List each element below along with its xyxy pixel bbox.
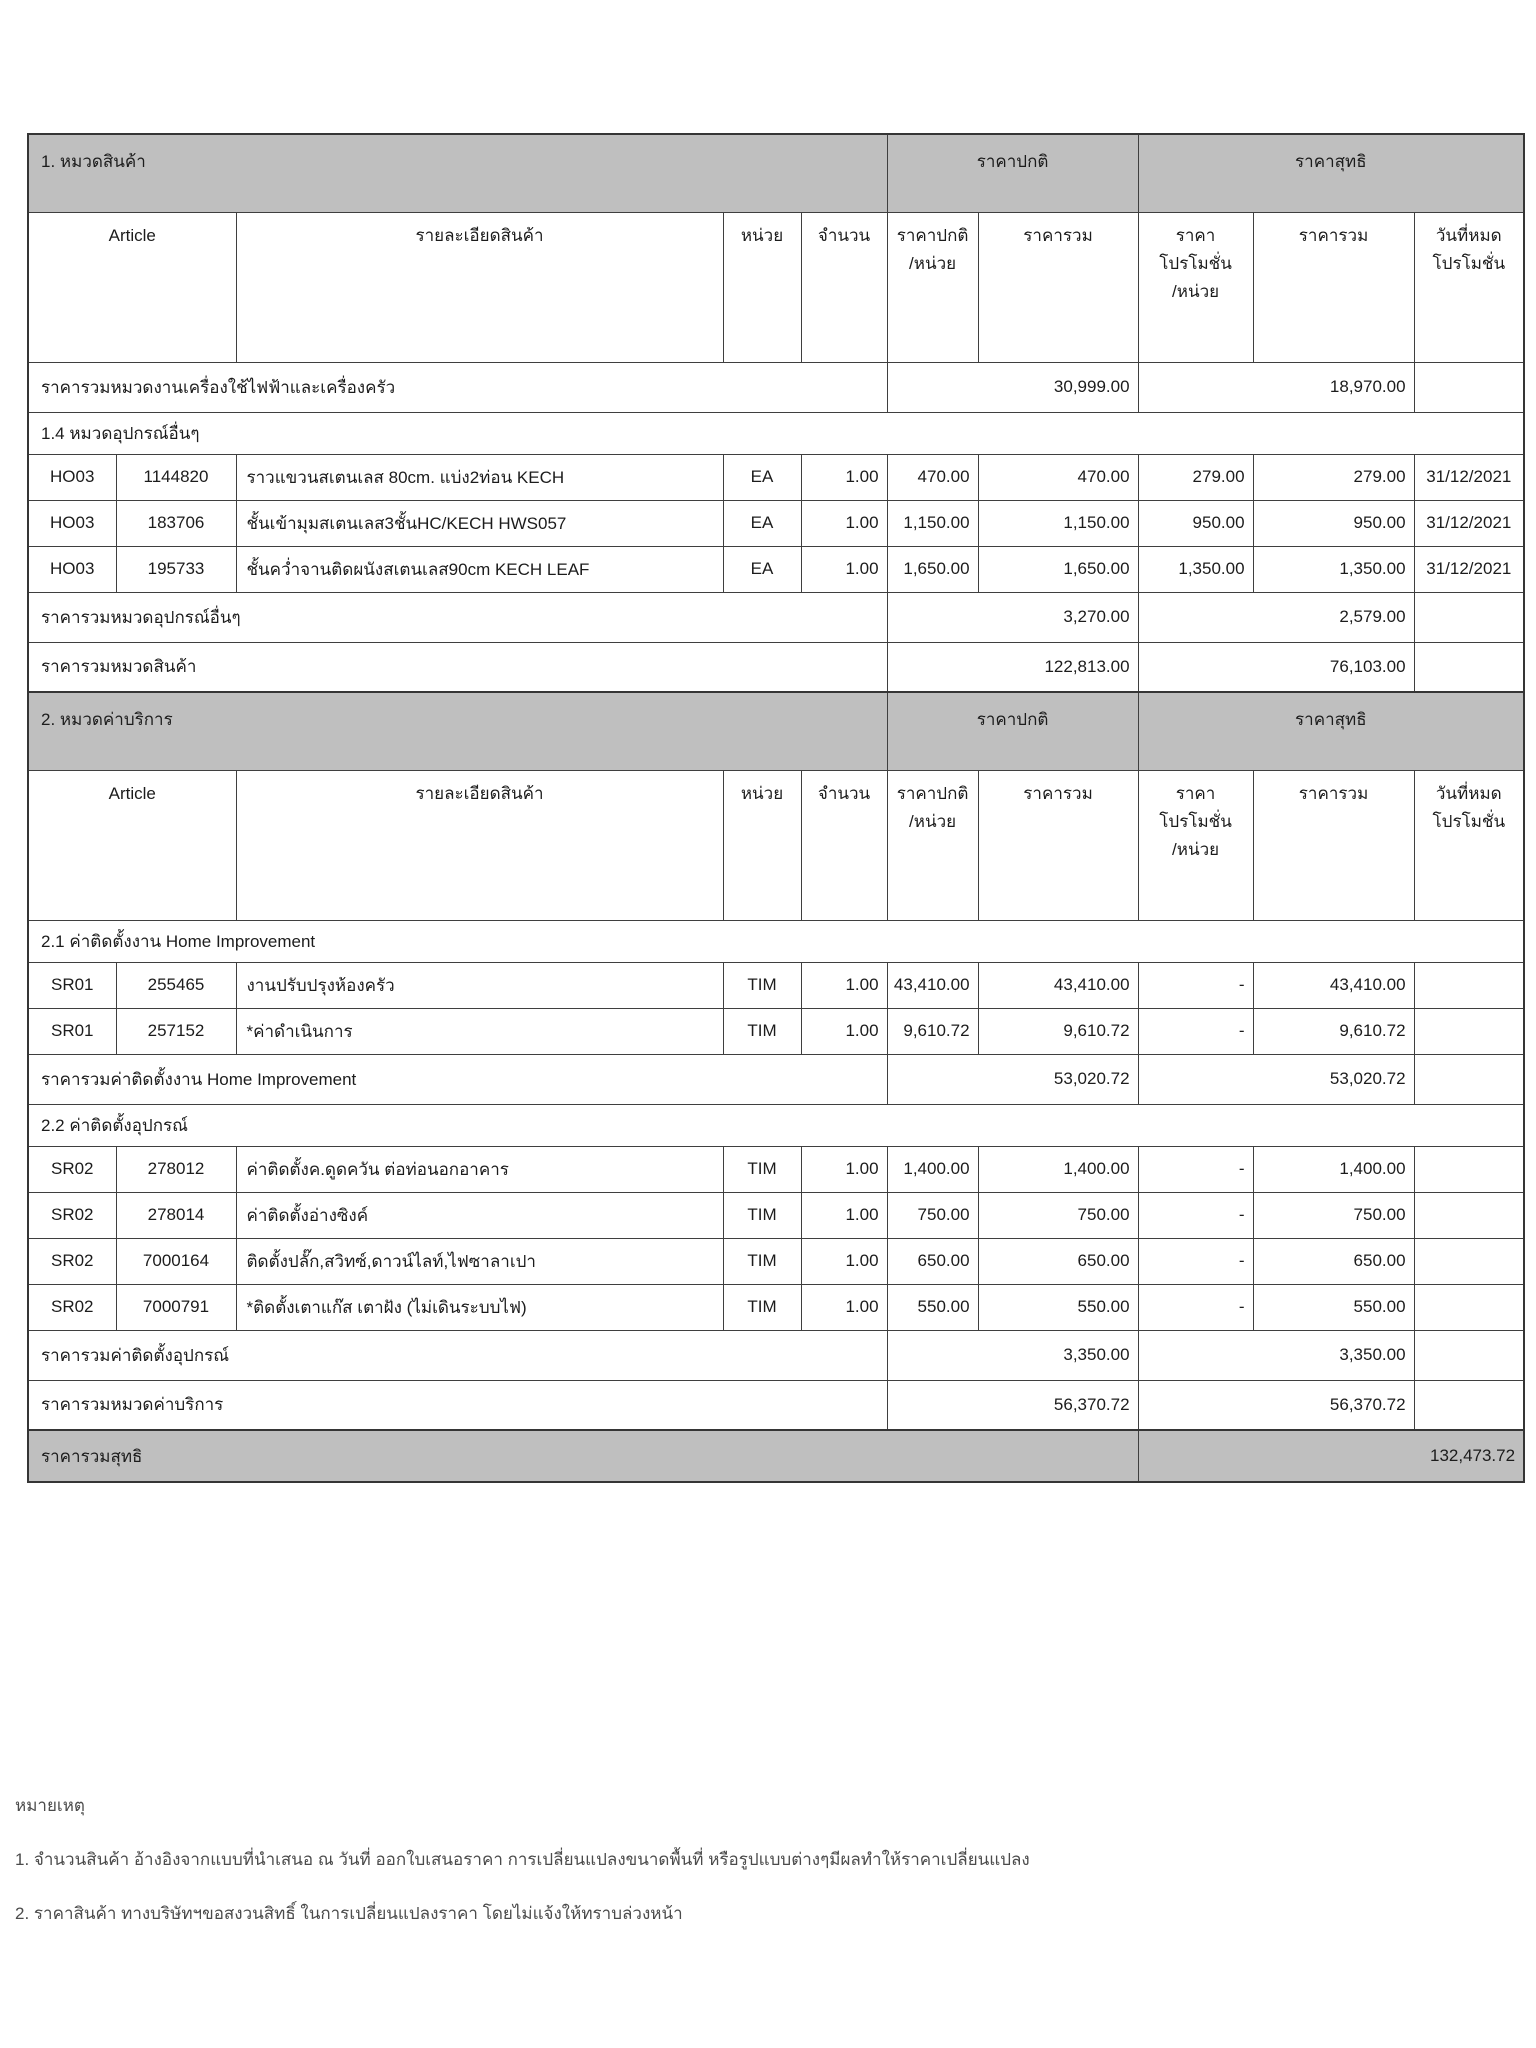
item-qty: 1.00 (801, 454, 887, 500)
item-net-total: 550.00 (1253, 1284, 1414, 1330)
item-total: 1,150.00 (978, 500, 1138, 546)
item-promo-end: 31/12/2021 (1414, 546, 1524, 592)
grand-total-row (28, 1430, 1524, 1482)
item-unit-price: 43,410.00 (887, 962, 978, 1008)
col-normal-price-line1: ราคาปกติ (896, 783, 969, 803)
price-net-group-label: ราคาสุทธิ (1138, 692, 1524, 770)
item-net-total: 950.00 (1253, 500, 1414, 546)
summary-row-kitchen (28, 362, 1524, 412)
item-code: SR02 (28, 1238, 116, 1284)
item-promo-price: - (1138, 1238, 1253, 1284)
item-promo-price: - (1138, 1284, 1253, 1330)
summary-date-empty (1414, 1380, 1524, 1430)
item-promo-end (1414, 1192, 1524, 1238)
summary-net-total: 3,350.00 (1138, 1330, 1414, 1380)
item-promo-end (1414, 1238, 1524, 1284)
subsection-row-14 (28, 412, 1524, 454)
item-unit-price: 1,400.00 (887, 1146, 978, 1192)
item-qty: 1.00 (801, 1238, 887, 1284)
col-promo-line3: /หน่วย (1172, 839, 1220, 859)
summary-normal-total: 122,813.00 (887, 642, 1138, 692)
table-row (28, 1284, 1524, 1330)
item-article: 7000164 (116, 1238, 236, 1284)
item-code: SR01 (28, 1008, 116, 1054)
table-row (28, 962, 1524, 1008)
subsection-label: 2.2 ค่าติดตั้งอุปกรณ์ (28, 1104, 1524, 1146)
col-promo-line2: โปรโมชั่น (1159, 811, 1232, 831)
subsection-row-22 (28, 1104, 1524, 1146)
summary-label: ราคารวมหมวดงานเครื่องใช้ไฟฟ้าและเครื่องครัว (28, 362, 887, 412)
item-unit: TIM (723, 1284, 801, 1330)
price-normal-group-label: ราคาปกติ (887, 692, 1138, 770)
item-unit-price: 470.00 (887, 454, 978, 500)
summary-date-empty (1414, 362, 1524, 412)
col-promo-line1: ราคา (1175, 225, 1216, 245)
item-description: ติดตั้งปลั๊ก,สวิทซ์,ดาวน์ไลท์,ไฟซาลาเปา (236, 1238, 723, 1284)
item-unit: EA (723, 546, 801, 592)
summary-row-equipment-install (28, 1330, 1524, 1380)
item-code: SR01 (28, 962, 116, 1008)
col-promo-line2: โปรโมชั่น (1159, 253, 1232, 273)
item-code: SR02 (28, 1192, 116, 1238)
column-header-row (28, 212, 1524, 362)
item-code: SR02 (28, 1284, 116, 1330)
item-promo-end: 31/12/2021 (1414, 454, 1524, 500)
item-description: *ติดตั้งเตาแก๊ส เตาฝัง (ไม่เดินระบบไฟ) (236, 1284, 723, 1330)
item-total: 9,610.72 (978, 1008, 1138, 1054)
summary-date-empty (1414, 592, 1524, 642)
summary-net-total: 53,020.72 (1138, 1054, 1414, 1104)
item-promo-price: - (1138, 1192, 1253, 1238)
footer-notes (15, 1792, 1515, 1954)
col-promo-price-per-unit (1138, 212, 1253, 362)
col-normal-price-line2: /หน่วย (909, 253, 957, 273)
grand-total-value: 132,473.72 (1138, 1430, 1524, 1482)
col-promo-line3: /หน่วย (1172, 281, 1220, 301)
col-promo-end-line1: วันที่หมด (1435, 783, 1502, 803)
item-promo-price: - (1138, 1146, 1253, 1192)
col-normal-price-per-unit (887, 212, 978, 362)
col-promo-end-line2: โปรโมชั่น (1432, 253, 1506, 273)
item-total: 550.00 (978, 1284, 1138, 1330)
summary-normal-total: 56,370.72 (887, 1380, 1138, 1430)
item-unit-price: 1,150.00 (887, 500, 978, 546)
item-unit-price: 750.00 (887, 1192, 978, 1238)
summary-net-total: 2,579.00 (1138, 592, 1414, 642)
item-qty: 1.00 (801, 1284, 887, 1330)
item-promo-end (1414, 1284, 1524, 1330)
summary-label: ราคารวมค่าติดตั้งอุปกรณ์ (28, 1330, 887, 1380)
item-total: 1,400.00 (978, 1146, 1138, 1192)
summary-row-products (28, 642, 1524, 692)
summary-normal-total: 30,999.00 (887, 362, 1138, 412)
item-code: HO03 (28, 500, 116, 546)
col-normal-price-line1: ราคาปกติ (896, 225, 969, 245)
table-row (28, 500, 1524, 546)
col-unit: หน่วย (723, 212, 801, 362)
item-net-total: 1,400.00 (1253, 1146, 1414, 1192)
item-unit-price: 550.00 (887, 1284, 978, 1330)
col-total: ราคารวม (978, 770, 1138, 920)
item-unit: EA (723, 454, 801, 500)
item-description: ค่าติดตั้งอ่างซิงค์ (236, 1192, 723, 1238)
summary-label: ราคารวมหมวดอุปกรณ์อื่นๆ (28, 592, 887, 642)
item-net-total: 9,610.72 (1253, 1008, 1414, 1054)
item-qty: 1.00 (801, 1008, 887, 1054)
item-promo-price: - (1138, 1008, 1253, 1054)
item-total: 750.00 (978, 1192, 1138, 1238)
item-article: 195733 (116, 546, 236, 592)
item-description: งานปรับปรุงห้องครัว (236, 962, 723, 1008)
col-qty: จำนวน (801, 770, 887, 920)
item-promo-price: 1,350.00 (1138, 546, 1253, 592)
col-unit: หน่วย (723, 770, 801, 920)
item-unit: TIM (723, 1192, 801, 1238)
item-net-total: 279.00 (1253, 454, 1414, 500)
summary-date-empty (1414, 1054, 1524, 1104)
summary-row-home-improvement (28, 1054, 1524, 1104)
item-unit-price: 1,650.00 (887, 546, 978, 592)
item-code: SR02 (28, 1146, 116, 1192)
col-promo-price-per-unit (1138, 770, 1253, 920)
item-total: 43,410.00 (978, 962, 1138, 1008)
item-qty: 1.00 (801, 962, 887, 1008)
item-total: 650.00 (978, 1238, 1138, 1284)
table-row (28, 1008, 1524, 1054)
section-header-products (28, 134, 1524, 212)
col-description: รายละเอียดสินค้า (236, 212, 723, 362)
summary-label: ราคารวมหมวดค่าบริการ (28, 1380, 887, 1430)
column-header-row (28, 770, 1524, 920)
table-row (28, 1238, 1524, 1284)
item-article: 257152 (116, 1008, 236, 1054)
item-article: 183706 (116, 500, 236, 546)
item-unit: TIM (723, 1008, 801, 1054)
col-net-total: ราคารวม (1253, 212, 1414, 362)
col-promo-end-date (1414, 212, 1524, 362)
table-row (28, 546, 1524, 592)
item-promo-price: 279.00 (1138, 454, 1253, 500)
col-description: รายละเอียดสินค้า (236, 770, 723, 920)
subsection-label: 1.4 หมวดอุปกรณ์อื่นๆ (28, 412, 1524, 454)
item-article: 278014 (116, 1192, 236, 1238)
col-normal-price-line2: /หน่วย (909, 811, 957, 831)
item-promo-end (1414, 1008, 1524, 1054)
item-unit: TIM (723, 1238, 801, 1284)
item-code: HO03 (28, 546, 116, 592)
item-description: ชั้นคว่ำจานติดผนังสเตนเลส90cm KECH LEAF (236, 546, 723, 592)
col-promo-end-line1: วันที่หมด (1435, 225, 1502, 245)
item-net-total: 43,410.00 (1253, 962, 1414, 1008)
item-qty: 1.00 (801, 1192, 887, 1238)
item-qty: 1.00 (801, 500, 887, 546)
item-unit-price: 650.00 (887, 1238, 978, 1284)
col-article: Article (28, 770, 236, 920)
col-total: ราคารวม (978, 212, 1138, 362)
price-net-group-label: ราคาสุทธิ (1138, 134, 1524, 212)
col-normal-price-per-unit (887, 770, 978, 920)
item-description: ราวแขวนสเตนเลส 80cm. แบ่ง2ท่อน KECH (236, 454, 723, 500)
summary-row-other-equipment (28, 592, 1524, 642)
table-row (28, 1192, 1524, 1238)
section-title: 1. หมวดสินค้า (28, 134, 887, 212)
price-normal-group-label: ราคาปกติ (887, 134, 1138, 212)
item-net-total: 650.00 (1253, 1238, 1414, 1284)
table-row (28, 454, 1524, 500)
subsection-label: 2.1 ค่าติดตั้งงาน Home Improvement (28, 920, 1524, 962)
summary-label: ราคารวมหมวดสินค้า (28, 642, 887, 692)
summary-normal-total: 3,350.00 (887, 1330, 1138, 1380)
col-promo-end-date (1414, 770, 1524, 920)
note-line-2: 2. ราคาสินค้า ทางบริษัทฯขอสงวนสิทธิ์ ในการเปลี่ยนแปลงราคา โดยไม่แจ้งให้ทราบล่วงหน้า (15, 1904, 683, 1923)
item-promo-end (1414, 962, 1524, 1008)
col-promo-line1: ราคา (1175, 783, 1216, 803)
summary-net-total: 56,370.72 (1138, 1380, 1414, 1430)
item-total: 470.00 (978, 454, 1138, 500)
summary-date-empty (1414, 642, 1524, 692)
quotation-table (27, 133, 1525, 1483)
section-header-services (28, 692, 1524, 770)
note-line-1: 1. จำนวนสินค้า อ้างอิงจากแบบที่นำเสนอ ณ วันที่ ออกใบเสนอราคา การเปลี่ยนแปลงขนาดพื้นที่ หรือรูปแบบต่างๆมีผลทำให้ราคาเปลี่ยนแปลง (15, 1850, 1030, 1869)
table-row (28, 1146, 1524, 1192)
col-article: Article (28, 212, 236, 362)
item-promo-end (1414, 1146, 1524, 1192)
item-qty: 1.00 (801, 546, 887, 592)
subsection-row-21 (28, 920, 1524, 962)
summary-row-services (28, 1380, 1524, 1430)
col-net-total: ราคารวม (1253, 770, 1414, 920)
item-promo-price: 950.00 (1138, 500, 1253, 546)
notes-title: หมายเหตุ (15, 1796, 85, 1815)
summary-net-total: 18,970.00 (1138, 362, 1414, 412)
item-code: HO03 (28, 454, 116, 500)
item-article: 7000791 (116, 1284, 236, 1330)
grand-total-label: ราคารวมสุทธิ (28, 1430, 1138, 1482)
summary-date-empty (1414, 1330, 1524, 1380)
item-description: ชั้นเข้ามุมสเตนเลส3ชั้นHC/KECH HWS057 (236, 500, 723, 546)
col-promo-end-line2: โปรโมชั่น (1432, 811, 1506, 831)
item-promo-price: - (1138, 962, 1253, 1008)
item-qty: 1.00 (801, 1146, 887, 1192)
item-net-total: 1,350.00 (1253, 546, 1414, 592)
summary-net-total: 76,103.00 (1138, 642, 1414, 692)
item-unit: TIM (723, 1146, 801, 1192)
summary-label: ราคารวมค่าติดตั้งงาน Home Improvement (28, 1054, 887, 1104)
section-title: 2. หมวดค่าบริการ (28, 692, 887, 770)
summary-normal-total: 3,270.00 (887, 592, 1138, 642)
summary-normal-total: 53,020.72 (887, 1054, 1138, 1104)
item-unit: TIM (723, 962, 801, 1008)
item-unit: EA (723, 500, 801, 546)
item-unit-price: 9,610.72 (887, 1008, 978, 1054)
item-article: 1144820 (116, 454, 236, 500)
item-total: 1,650.00 (978, 546, 1138, 592)
item-article: 278012 (116, 1146, 236, 1192)
item-description: *ค่าดำเนินการ (236, 1008, 723, 1054)
item-description: ค่าติดตั้งค.ดูดควัน ต่อท่อนอกอาคาร (236, 1146, 723, 1192)
item-promo-end: 31/12/2021 (1414, 500, 1524, 546)
item-net-total: 750.00 (1253, 1192, 1414, 1238)
item-article: 255465 (116, 962, 236, 1008)
col-qty: จำนวน (801, 212, 887, 362)
